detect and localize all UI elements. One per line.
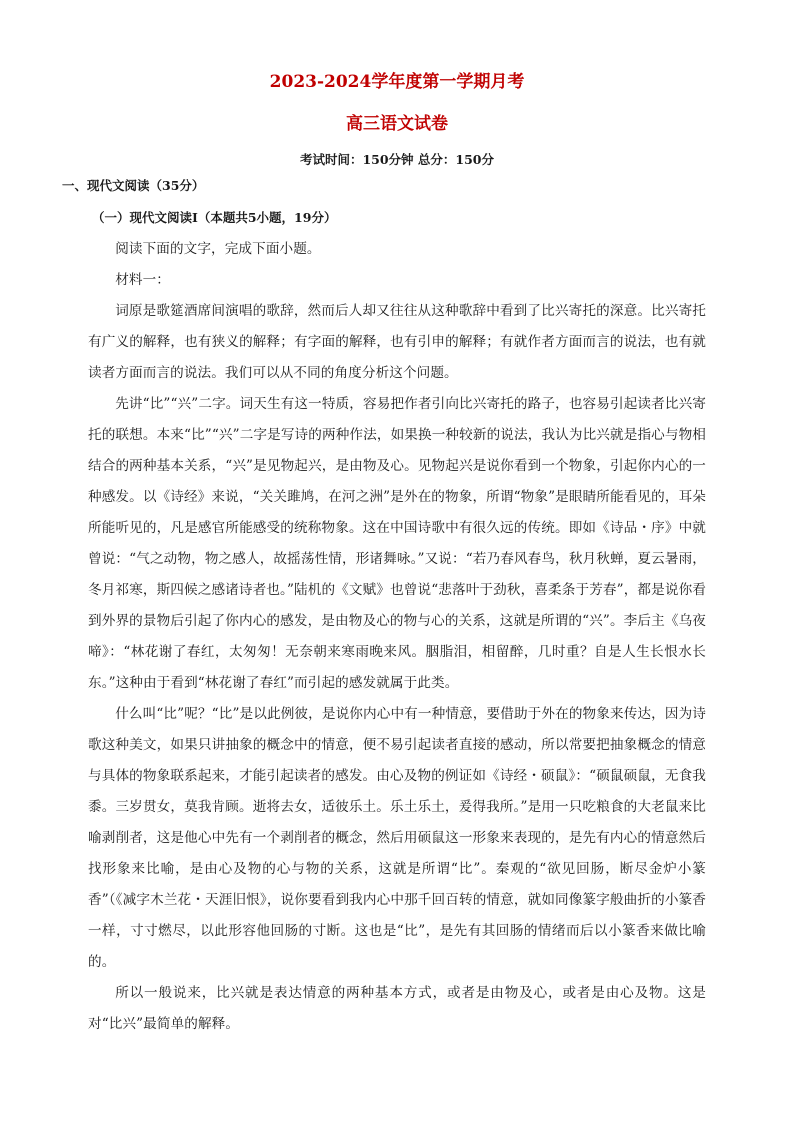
exam-info: 考试时间：150分钟 总分：150分 [299,152,495,167]
section-heading: 一、现代文阅读（35分） [62,178,205,193]
subsection-heading: （一）现代文阅读Ⅰ（本题共5小题，19分） [92,210,337,225]
instruction-paragraph: 阅读下面的文字，完成下面小题。 [115,241,321,257]
material-label: 材料一： [115,272,170,288]
body-paragraph: 先讲“比”“兴”二字。词天生有这一特质，容易把作者引向比兴寄托的路子，也容易引起读者比兴寄托的联想。本来“比”“兴”二字是写诗的两种作法，如果换一种较新的说法，我认为比兴就是指心与物相结合的两种基本关系，“兴”是见物起兴，是由物及心。见物起兴是说你看到一个物象，引起你内心的一种感发。以《诗经》来说，“关关雎鸠，在河之洲”是外在的物象，所谓“物象”是眼睛所能看见的，耳朵所能听见的，凡是感官所能感受的统称物象。这在中国诗歌中有很久远的传统。即如《诗品・序》中就曾说：“气之动物，物之感人，故摇荡性情，形诸舞咏。”又说：“若乃春风春鸟，秋月秋蝉，夏云暑雨，冬月祁寒，斯四候之感诸诗者也。”陆机的《文赋》也曾说“悲落叶于劲秋，喜柔条于芳春”，都是说你看到外界的景物后引起了你内心的感发，是由物及心的物与心的关系，这就是所谓的“兴”。李后主《乌夜啼》：“林花谢了春红，太匆匆！无奈朝来寒雨晚来风。胭脂泪，相留醉，几时重？自是人生长恨水长东。”这种由于看到“林花谢了春红”而引起的感发就属于此类。 [88,396,706,691]
body-paragraph: 什么叫“比”呢？“比”是以此例彼，是说你内心中有一种情意，要借助于外在的物象来传达，因为诗歌这种美文，如果只讲抽象的概念中的情意，便不易引起读者直接的感动，所以常要把抽象概念的情意与具体的物象联系起来，才能引起读者的感发。由心及物的例证如《诗经・硕鼠》：“硕鼠硕鼠，无食我黍。三岁贯女，莫我肯顾。逝将去女，适彼乐土。乐土乐土，爰得我所。”是用一只吃粮食的大老鼠来比喻剥削者，这是他心中先有一个剥削者的概念，然后用硕鼠这一形象来表现的，是先有内心的情意然后找形象来比喻，是由心及物的心与物的关系，这就是所谓“比”。秦观的“欲见回肠，断尽金炉小篆香”（《减字木兰花・天涯旧恨》，说你要看到我内心中那千回百转的情意，就如同像篆字般曲折的小篆香一样，寸寸燃尽，以此形容他回肠的寸断。这也是“比”，是先有其回肠的情绪而后以小篆香来做比喻的。 [88,706,706,970]
exam-subtitle: 高三语文试卷 [346,114,448,134]
body-paragraph: 词原是歌筵酒席间演唱的歌辞，然而后人却又往往从这种歌辞中看到了比兴寄托的深意。比兴寄托有广义的解释，也有狭义的解释；有字面的解释，也有引申的解释；有就作者方面而言的说法，也有就读者方面而言的说法。我们可以从不同的角度分析这个问题。 [88,303,706,381]
body-paragraph: 所以一般说来，比兴就是表达情意的两种基本方式，或者是由物及心，或者是由心及物。这是对“比兴”最简单的解释。 [88,985,706,1032]
exam-title: 2023-2024学年度第一学期月考 [269,72,525,92]
